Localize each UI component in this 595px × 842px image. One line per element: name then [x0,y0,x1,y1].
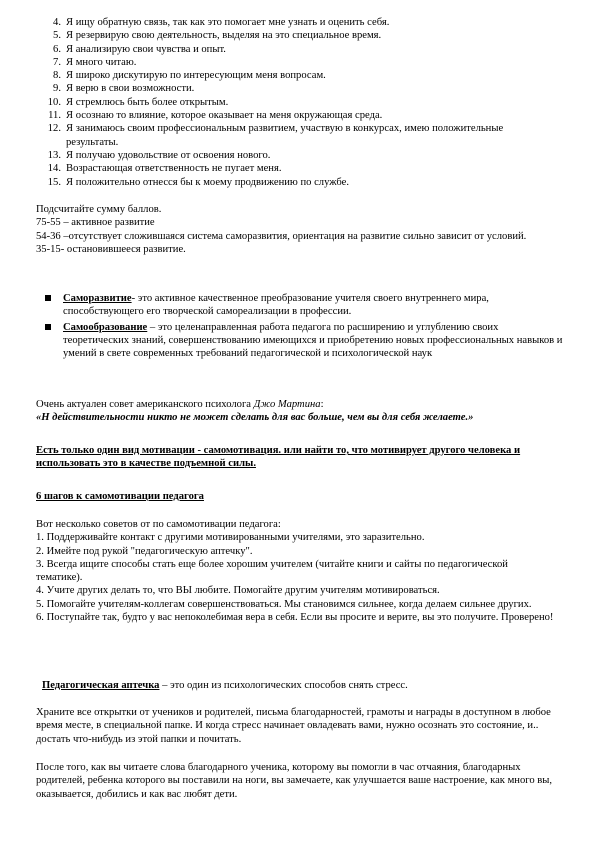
tip-item: 5. Помогайте учителям-коллегам совершенствоваться. Мы становимся сильнее, когда делаем сильнее других. [36,598,532,610]
list-item-number: 11. [48,110,61,122]
list-item-number: 8. [53,70,61,82]
list-item-text: Я занимаюсь своим профессиональным развитием, участвую в конкурсах, имею положительные результаты. [66,123,504,148]
first-aid-line [42,679,562,692]
list-item [0,162,556,175]
list-item-text: Я широко дискутирую по интересующим меня вопросам. [66,70,326,82]
list-item-number: 9. [53,83,61,95]
tip-item: 2. Имейте под рукой "педагогическую аптечку". [36,545,253,557]
advice-lead-line [36,398,556,411]
list-item [0,69,556,82]
square-bullet-icon [45,324,51,330]
definition-item [44,321,564,361]
first-aid-term: Педагогическая аптечка [42,680,160,691]
list-item-number: 12. [47,123,61,135]
scoring-block [36,203,556,256]
list-item-number: 15. [47,176,61,188]
definition-term: Саморазвитие [63,293,132,304]
advice-author: Джо Мартина [253,399,321,410]
keep-paragraph: Храните все открытки от учеников и родителей, письма благодарностей, грамоты и награды в доступном в любое время месте, в специальной папке. И когда стресс начинает овладевать вами, нужно осознать это состояние, и.. достать что-нибудь из этой папки и почитать. [36,707,551,745]
list-item [0,29,556,42]
list-item-number: 13. [47,149,61,161]
list-item [0,43,556,56]
list-item-number: 4. [53,17,61,28]
tips-block [36,518,556,624]
square-bullet-icon [45,295,51,301]
list-item-text: Я ищу обратную связь, так как это помогает мне узнать и оценить себя. [66,17,390,28]
list-item-number: 14. [47,163,61,175]
advice-lead: Очень актуален совет американского психолога [36,399,254,410]
scoring-range-high: 75-55 – активное развитие [36,217,155,229]
list-item [0,96,556,109]
first-aid-text: – это один из психологических способов снять стресс. [159,680,408,691]
list-item-text: Я осознаю то влияние, которое оказывает на меня окружающая среда. [66,110,383,122]
list-item [0,149,556,162]
list-item-text: Я верю в свои возможности. [66,83,195,95]
list-item-text: Я анализирую свои чувства и опыт. [66,43,226,55]
list-item-number: 5. [53,30,61,42]
scoring-intro: Подсчитайте сумму баллов. [36,204,162,215]
list-item-text: Я много читаю. [66,56,137,68]
list-item [0,16,556,29]
tip-item: 4. Учите других делать то, что ВЫ любите. Помогайте другим учителям мотивироваться. [36,585,440,597]
tip-item: 1. Поддерживайте контакт с другими мотивированными учителями, это заразительно. [36,532,425,544]
list-item-number: 7. [53,56,61,68]
motivation-line: Есть только один вид мотивации - самомотивация. или найти то, что мотивирует другого человека и использовать это в качестве подъемной силы. [36,445,521,470]
steps-heading: 6 шагов к самомотивации педагога [36,491,204,502]
list-item [0,122,556,149]
definitions-list [44,292,564,362]
list-item [0,109,556,122]
list-item-number: 6. [53,43,61,55]
list-item-text: Я стремлюсь быть более открытым. [66,96,229,108]
list-item-text: Я получаю удовольствие от освоения нового. [66,149,271,161]
list-item-text: Я резервирую свою деятельность, выделяя на это специальное время. [66,30,382,42]
scoring-range-mid: 54-36 –отсутствует сложившаяся система саморазвития, ориентация на развитие сильно зависит от условий. [36,230,527,242]
questionnaire-list [0,16,595,189]
list-item-text: Возрастающая ответственность не пугает меня. [66,163,282,175]
definition-term: Самообразование [63,321,148,333]
tip-item: 3. Всегда ищите способы стать еще более хорошим учителем (читайте книги и сайты по педагогической тематике). [36,558,508,584]
advice-paragraph [36,398,556,425]
definition-text: - это активное качественное преобразование учителя своего внутреннего мира, способствующего его творческой самореализации в профессии. [63,293,489,318]
list-item-text: Я положительно отнесся бы к моему продвижению по службе. [66,176,350,188]
advice-colon: : [320,399,324,410]
scoring-range-low: 35-15- остановившееся развитие. [36,243,186,255]
definition-text: – это целенаправленная работа педагога по расширению и углублению своих теоретических знаний, совершенствованию имеющихся и приобретению новых профессиональных навыков и умений в свете современных требований педагогической и психологической наук [63,321,563,360]
definition-item [44,292,564,319]
list-item-number: 10. [47,96,61,108]
tips-intro: Вот несколько советов от по самомотивации педагога: [36,519,281,530]
after-paragraph: После того, как вы читаете слова благодарного ученика, которому вы помогли в час отчаяния, благодарных родителей, ребенка которого вы поставили на ноги, вы замечаете, как улучшается ваше настроение, как много вы, оказывается, добились и как вас любят дети. [36,762,553,800]
list-item [0,56,556,69]
advice-quote: «Н действительности никто не может сделать для вас больше, чем вы для себя желаете.» [36,412,474,424]
tip-item: 6. Поступайте так, будто у вас непоколебимая вера в себя. Если вы просите и верите, вы это получите. Проверено! [36,612,554,624]
list-item [0,176,556,189]
list-item [0,82,556,95]
